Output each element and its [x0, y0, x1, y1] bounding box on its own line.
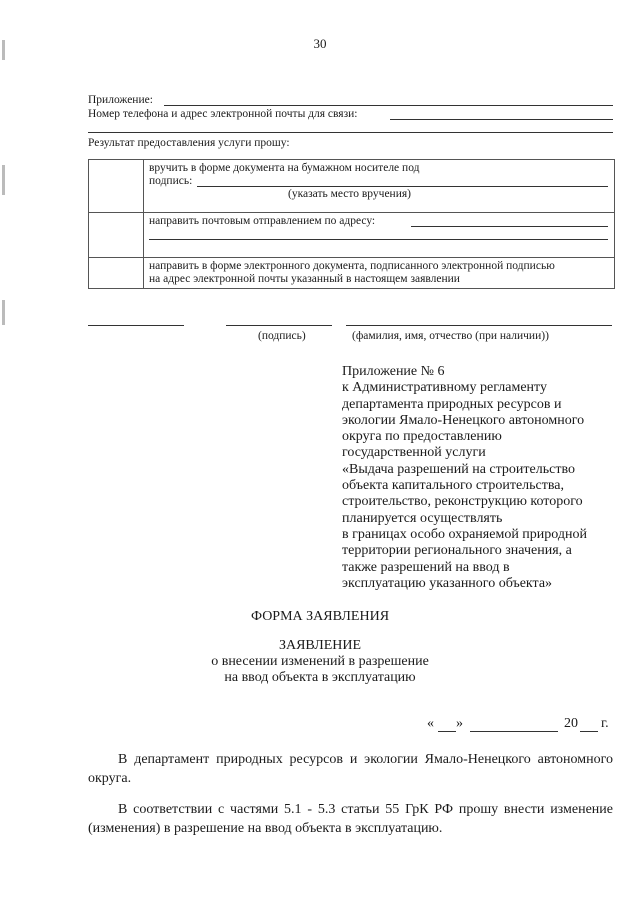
statement-title: ЗАЯВЛЕНИЕ	[278, 638, 362, 653]
day-field[interactable]	[438, 731, 456, 732]
appendix-header	[342, 364, 622, 592]
address-field-line2[interactable]	[149, 239, 608, 240]
option-text: подпись:	[149, 175, 193, 187]
option-checkbox[interactable]	[89, 160, 144, 212]
fullname-caption: (фамилия, имя, отчество (при наличии))	[352, 330, 549, 342]
place-field[interactable]	[197, 186, 608, 187]
attachment-field[interactable]	[164, 105, 613, 106]
body-paragraph-text: В департамент природных ресурсов и экологии Ямало-Ненецкого автономного округа.	[88, 752, 613, 786]
contact-field-line2[interactable]	[88, 132, 613, 133]
result-label: Результат предоставления услуги прошу:	[88, 137, 290, 149]
option-text: направить в форме электронного документа, подписанного электронной подписью	[149, 260, 555, 272]
option-text: направить почтовым отправлением по адресу:	[149, 215, 376, 227]
appendix-line: эксплуатацию указанного объекта»	[342, 575, 553, 591]
signature-caption: (подпись)	[258, 330, 306, 342]
option-row-paper	[89, 160, 614, 213]
appendix-line: территории регионального значения, а	[342, 543, 572, 559]
appendix-line: строительство, реконструкцию которого	[342, 494, 583, 510]
appendix-line: также разрешений на ввод в	[342, 559, 510, 575]
option-text: на адрес электронной почты указанный в настоящем заявлении	[149, 273, 460, 285]
option-checkbox[interactable]	[89, 258, 144, 288]
scan-artifact	[2, 165, 5, 195]
page-number: 30	[313, 36, 327, 51]
statement-subtitle: о внесении изменений в разрешение	[211, 654, 429, 669]
form-title: ФОРМА ЗАЯВЛЕНИЯ	[250, 609, 390, 624]
appendix-line: объекта капитального строительства,	[342, 478, 565, 494]
year-prefix: 20	[564, 716, 578, 731]
body-paragraph	[88, 800, 613, 838]
option-row-post	[89, 213, 614, 258]
option-checkbox[interactable]	[89, 213, 144, 257]
appendix-line: в границах особо охраняемой природной	[342, 526, 587, 542]
option-row-electronic	[89, 258, 614, 288]
attachment-label: Приложение:	[88, 94, 153, 106]
year-field[interactable]	[580, 731, 598, 732]
date-open-quote: «	[427, 716, 434, 731]
appendix-line: Приложение № 6	[342, 364, 445, 379]
appendix-line: «Выдача разрешений на строительство	[342, 461, 575, 477]
appendix-line: экологии Ямало-Ненецкого автономного	[342, 412, 585, 428]
contact-label: Номер телефона и адрес электронной почты для связи:	[88, 108, 358, 120]
appendix-line: к Административному регламенту	[342, 380, 547, 396]
appendix-line: округа по предоставлению	[342, 429, 502, 445]
address-field[interactable]	[411, 226, 608, 227]
scan-artifact	[2, 300, 5, 325]
body-paragraph	[88, 750, 613, 788]
option-hint: (указать место вручения)	[288, 188, 411, 200]
month-field[interactable]	[470, 731, 558, 732]
signature-line[interactable]	[226, 325, 332, 326]
year-suffix: г.	[601, 716, 609, 731]
appendix-line: департамента природных ресурсов и	[342, 396, 562, 412]
delivery-options-table	[88, 159, 615, 289]
date-close-quote: »	[456, 716, 463, 731]
date-sign-line[interactable]	[88, 325, 184, 326]
appendix-line: планируется осуществлять	[342, 510, 503, 526]
statement-subtitle: на ввод объекта в эксплуатацию	[224, 670, 416, 685]
body-paragraph-text: В соответствии с частями 5.1 - 5.3 статьи 55 ГрК РФ прошу внести изменение (изменения) в разрешение на ввод объекта в эксплуатацию.	[88, 802, 613, 836]
appendix-line: государственной услуги	[342, 445, 486, 461]
contact-field[interactable]	[390, 119, 613, 120]
option-text: вручить в форме документа на бумажном носителе под	[149, 162, 420, 174]
fullname-line[interactable]	[346, 325, 612, 326]
